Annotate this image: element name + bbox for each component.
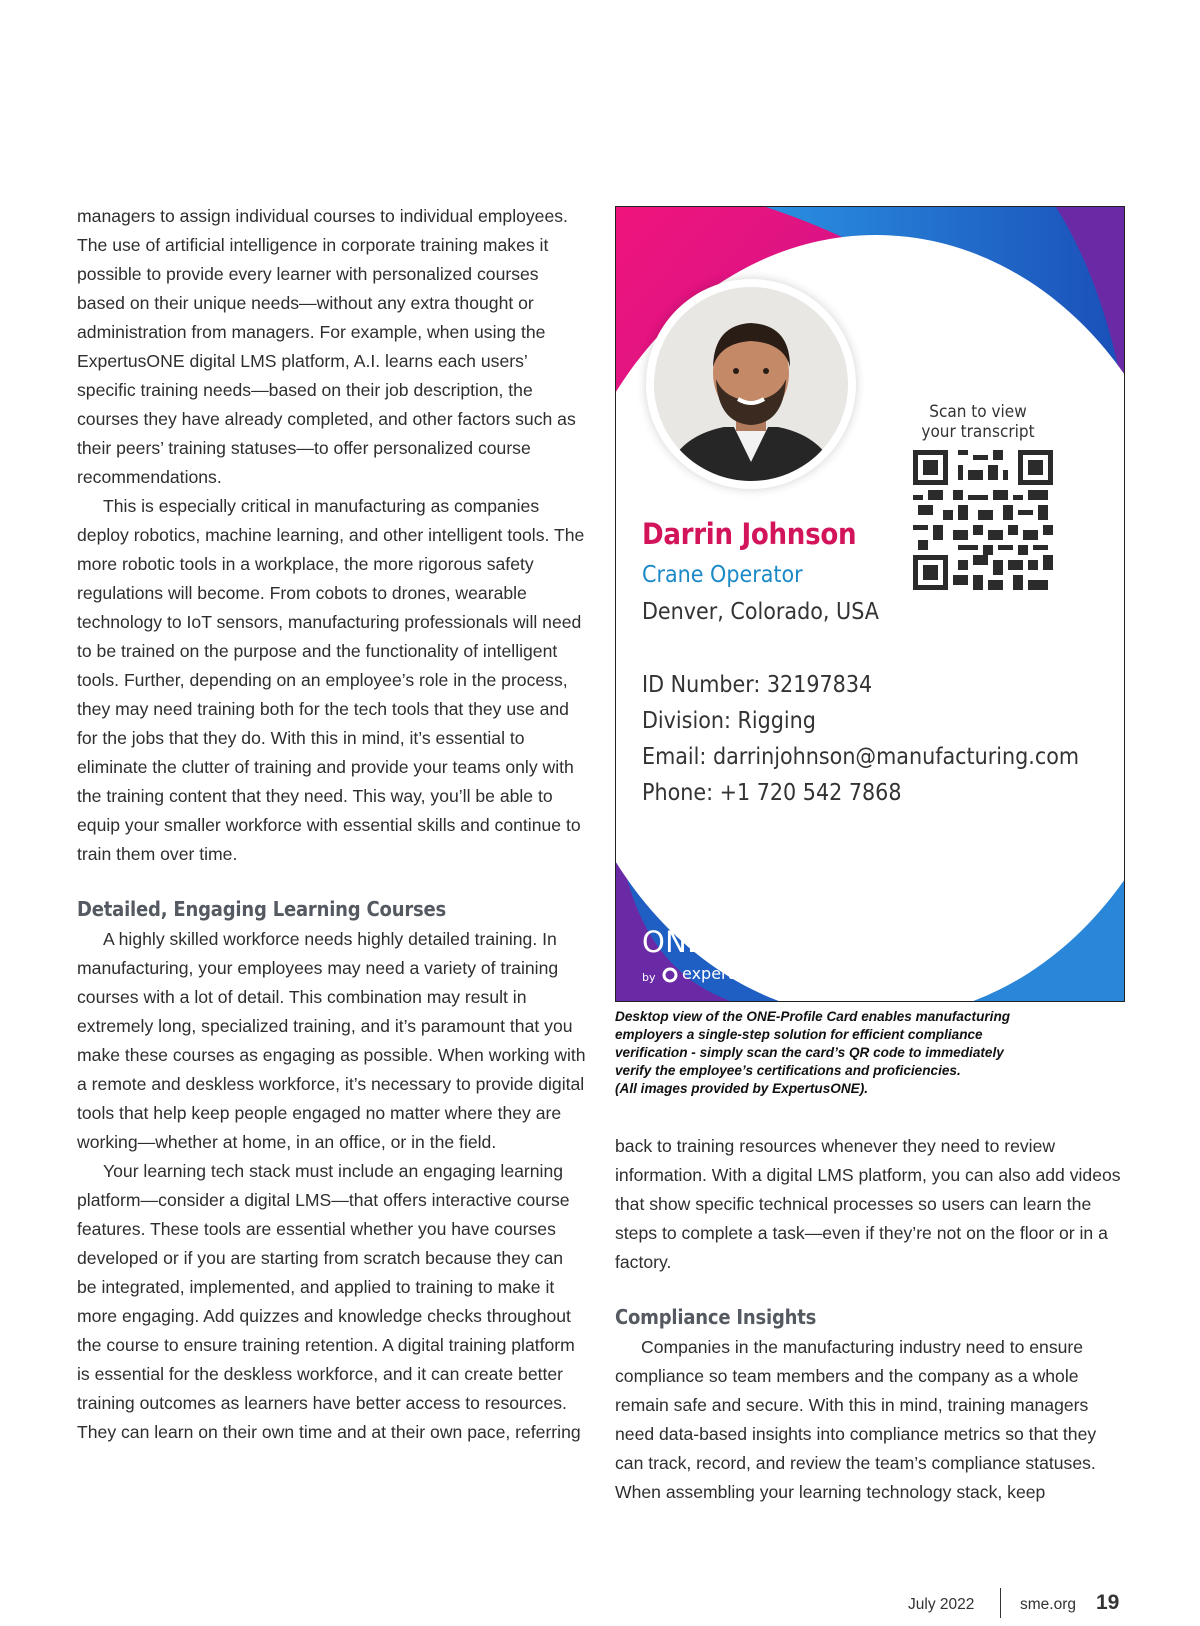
employee-name: Darrin Johnson <box>642 517 857 551</box>
expertusone-brand: expertusone <box>682 964 783 983</box>
footer-date: July 2022 <box>908 1596 975 1613</box>
left-column <box>77 202 587 1447</box>
right-paragraph-1: back to training resources whenever they need to review information. With a digital LMS platform, you can also add videos that show specific technical processes so users can learn the steps to complete a task—even if they’re not on the floor or in a factory. <box>615 1136 1121 1272</box>
footer-divider <box>1000 1588 1001 1618</box>
employee-location: Denver, Colorado, USA <box>642 599 879 625</box>
person-avatar-icon <box>654 287 848 481</box>
caption-line-1: Desktop view of the ONE-Profile Card enables manufacturing <box>615 1009 1011 1024</box>
employee-photo <box>646 279 856 489</box>
one-profile-card-figure <box>615 206 1125 1002</box>
caption-line-4: verify the employee’s certifications and proficiencies. <box>615 1063 961 1078</box>
left-paragraph-3: A highly skilled workforce needs highly detailed training. In manufacturing, your employees may need a variety of training courses with a lot of detail. This combination may result in extremely long, specialized training, and it’s paramount that you make these courses as engaging as possible. When working with a remote and deskless workforce, it’s necessary to provide digital tools that help keep people engaged no matter where they are working—whether at home, in an office, or in the field. <box>77 929 586 1152</box>
one-profile-logo-title: ONE-Profile <box>642 925 809 959</box>
expertusone-logo-icon <box>662 967 678 983</box>
scan-line-1: Scan to view <box>929 402 1027 422</box>
caption-line-2: employers a single-step solution for efficient compliance <box>615 1027 983 1042</box>
caption-line-5: (All images provided by ExpertusONE). <box>615 1081 869 1096</box>
left-paragraph-1: managers to assign individual courses to individual employees. The use of artificial intelligence in corporate training makes it possible to provide every learner with personalized courses based on their unique needs—without any extra thought or administration from managers. For example, when using the ExpertusONE digital LMS platform, A.I. learns each users’ specific training needs—based on their job description, the courses they have already completed, and other factors such as their peers’ training statuses—to offer personalized course recommendations. <box>77 206 576 487</box>
left-paragraph-2: This is especially critical in manufacturing as companies deploy robotics, machine learning, and other intelligent tools. The more robotic tools in a workplace, the more rigorous safety regulations will become. From cobots to drones, wearable technology to IoT sensors, manufacturing professionals will need to be trained on the purpose and the functionality of intelligent tools. Further, depending on an employee’s role in the process, they may need training both for the tech tools that they use and for the jobs that they do. With this in mind, it’s essential to eliminate the clutter of training and provide your teams only with the training content that they need. This way, you’ll be able to equip your smaller workforce with essential skills and continue to train them over time. <box>77 496 585 864</box>
left-paragraph-4: Your learning tech stack must include an engaging learning platform—consider a digital LMS—that offers interactive course features. These tools are essential whether you have courses developed or if you are starting from scratch because they can be integrated, implemented, and applied to training to make it more engaging. Add quizzes and knowledge checks throughout the course to ensure training retention. A digital training platform is essential for the deskless workforce, and it can create better training outcomes as learners have better access to resources. They can learn on their own time and at their own pace, referring <box>77 1161 581 1442</box>
right-column <box>615 1132 1127 1507</box>
figure-caption <box>615 1008 1125 1098</box>
email: Email: darrinjohnson@manufacturing.com <box>642 744 1080 770</box>
employee-role: Crane Operator <box>642 562 803 588</box>
page-number: 19 <box>1096 1591 1120 1614</box>
employee-details <box>642 667 1079 811</box>
phone: Phone: +1 720 542 7868 <box>642 780 902 806</box>
footer-site: sme.org <box>1020 1596 1076 1613</box>
scan-line-2: your transcript <box>921 422 1035 442</box>
section-heading-compliance: Compliance Insights <box>615 1305 817 1329</box>
qr-code-icon[interactable] <box>913 450 1053 590</box>
caption-line-3: verification - simply scan the card’s QR code to immediately <box>615 1045 1004 1060</box>
section-heading-detailed-courses: Detailed, Engaging Learning Courses <box>77 897 447 921</box>
scan-instruction <box>888 402 1068 442</box>
right-paragraph-2: Companies in the manufacturing industry need to ensure compliance so team members and the company as a whole remain safe and secure. With this in mind, training managers need data-based insights into compliance metrics so that they can track, record, and review the team’s compliance statuses. When assembling your learning technology stack, keep <box>615 1337 1097 1502</box>
id-number: ID Number: 32197834 <box>642 672 873 698</box>
division: Division: Rigging <box>642 708 816 734</box>
logo-by: by <box>642 971 656 984</box>
